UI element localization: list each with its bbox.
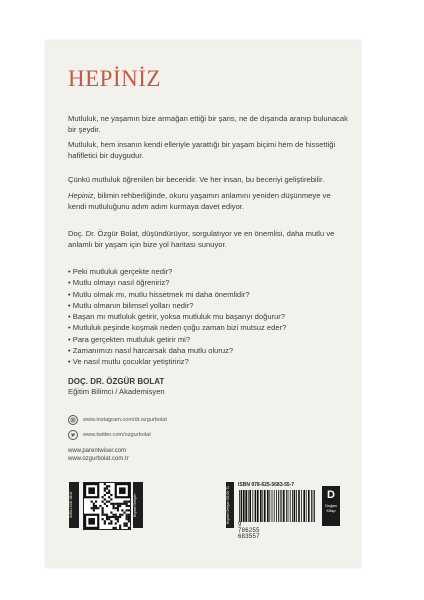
list-item: • Başarı mı mutluluk getirir, yoksa mutluluk mu başarıyı doğurur?	[68, 312, 286, 322]
list-item: • Peki mutluluk gerçekte nedir?	[68, 267, 173, 276]
question-list	[68, 266, 286, 368]
vertical-isbn-label: Kişisel Gelişim 59,00 TL	[226, 482, 234, 528]
definition-paragraph: Mutluluk, hem insanın kendi elleriyle yarattığı bir yaşam biçimi hem de hissettiği hafifletici bir duygudur.	[68, 140, 336, 160]
isbn-label: ISBN 978-625-5683-55-7	[238, 482, 295, 488]
invitation-paragraph	[68, 190, 348, 212]
list-item: • Ve nasıl mutlu çocuklar yetiştiririz?	[68, 357, 189, 367]
publisher-logo	[322, 486, 340, 526]
barcode	[238, 490, 316, 522]
website-url: www.parentwiser.com	[68, 448, 127, 454]
list-item: • Mutlu olmak mı, mutlu hissetmek mi daha önemlidir?	[68, 289, 250, 299]
book-title-inline: Hepiniz	[68, 191, 94, 200]
twitter-icon	[68, 430, 78, 440]
intro-paragraph: Mutluluk, ne yaşamın bize armağan ettiği bir şans, ne de dışarıda aranıp bulunacak bir şeydir.	[68, 114, 348, 134]
list-item: • Mutluluk peşinde koşmak neden çoğu zaman bizi mutsuz eder?	[68, 323, 287, 333]
vertical-label-right: Kişisel Gelişim	[133, 482, 143, 528]
vertical-label-left: İNGİLİZCE OKU	[69, 482, 79, 528]
twitter-link	[68, 430, 151, 440]
skill-paragraph: Çünkü mutluluk öğrenilen bir beceridir. Ve her insan, bu beceriyi geliştirebilir.	[68, 175, 325, 184]
instagram-url: www.instagram.com/dr.ozgurbolat	[83, 417, 167, 423]
book-title: HEPİNİZ	[68, 66, 161, 91]
instagram-icon	[68, 415, 78, 425]
author-name: DOÇ. DR. ÖZGÜR BOLAT	[68, 377, 165, 386]
invitation-text: , bilimin rehberliğinde, okuru yaşamın anlamını yeniden düşünmeye ve kendi mutluluğunu adım adım kurmaya davet ediyor.	[68, 191, 331, 211]
website-url: www.ozgurbolat.com.tr	[68, 456, 129, 462]
publisher-mark: D	[327, 489, 335, 501]
twitter-url: www.twitter.com/ozgurbolat	[83, 432, 151, 438]
book-back-cover	[46, 41, 360, 567]
list-item: • Mutlu olmayı nasıl öğreniriz?	[68, 278, 170, 288]
list-item: • Zamanımızı nasıl harcarsak daha mutlu oluruz?	[68, 346, 234, 356]
list-item: • Mutlu olmanın bilimsel yolları nedir?	[68, 300, 194, 310]
qr-code	[83, 482, 131, 530]
list-item: • Para gerçekten mutluluk getirir mi?	[68, 334, 191, 344]
author-summary-paragraph: Doç. Dr. Özgür Bolat, düşündürüyor, sorgulatıyor ve en önemlisi, daha mutlu ve anlamlı bir yaşam için bize yol haritası sunuyor.	[68, 229, 335, 249]
author-role: Eğitim Bilimci / Akademisyen	[68, 387, 165, 396]
publisher-name: Doğan Kitap	[325, 503, 337, 513]
instagram-link	[68, 415, 167, 425]
barcode-number: 9 786255 683557	[238, 522, 260, 540]
